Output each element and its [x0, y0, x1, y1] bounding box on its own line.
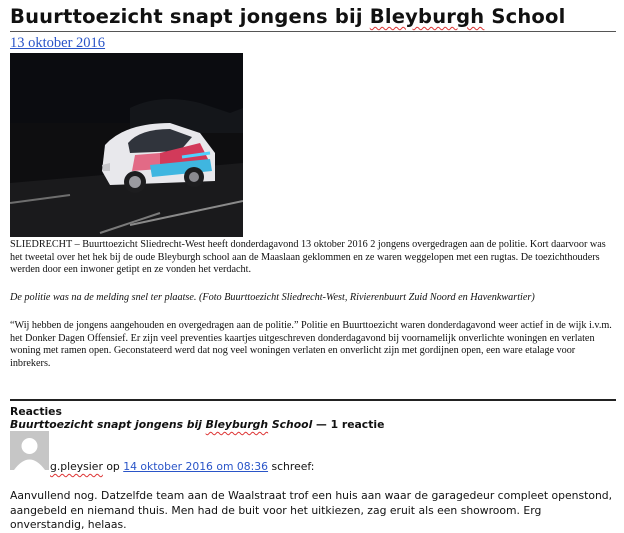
article-date-link[interactable]: 13 oktober 2016: [10, 35, 106, 51]
comments-count: — 1 reactie: [312, 418, 385, 431]
comments-title-text-end: School: [268, 418, 313, 431]
byline-schreef: schreef:: [268, 460, 315, 473]
article-photo: [10, 53, 243, 237]
comment-date-link[interactable]: 14 oktober 2016 om 08:36: [123, 460, 269, 473]
comments-title-place: Bleyburgh: [205, 418, 269, 431]
byline-op: op: [102, 460, 124, 473]
comment-text: Aanvullend nog. Datzelfde team aan de Waalstraat trof een huis aan waar de garagedeur compleet openstond, aangebeld en niemand thuis. Men had de buit voor het uitkiezen, zag eruit als een showroom. Erg onverstandig, helaas.: [10, 489, 613, 531]
comment-byline: [50, 460, 314, 473]
comments-title: [10, 418, 384, 431]
section-divider: [10, 399, 616, 401]
article-paragraph-2: “Wij hebben de jongens aangehouden en overgedragen aan de politie.” Politie en Buurttoezicht waren donderdagavond weer actief in de wijk i.v.m. het Donker Dagen Offensief. Er zijn veel preventies kaartjes uitgeschreven donderdagavond bij voornamelijk onverlichte woningen en verlaten woning met ramen open. Geconstateerd werd dat nog veel woningen verlaten en onverlicht zijn met gordijnen open, een ware etalage voor inbrekers.: [10, 320, 612, 370]
comment-author: g.pleysier: [50, 460, 103, 473]
police-car-photo: [10, 53, 243, 237]
photo-caption: De politie was na de melding snel ter plaatse. (Foto Buurttoezicht Sliedrecht-West, Rivierenbuurt Zuid Noord en Havenkwartier): [10, 292, 535, 303]
title-place: Bleyburgh: [369, 5, 485, 28]
article-title: [10, 5, 566, 28]
title-text: Buurttoezicht snapt jongens bij: [10, 5, 370, 28]
comments-title-text: Buurttoezicht snapt jongens bij: [10, 418, 206, 431]
title-divider: [10, 31, 616, 32]
avatar: [10, 431, 49, 470]
title-text-end: School: [484, 5, 566, 28]
article-paragraph-1: SLIEDRECHT – Buurttoezicht Sliedrecht-West heeft donderdagavond 13 oktober 2016 2 jongens overgedragen aan de politie. Kort daarvoor was het tweetal over het hek bij de oude Bleyburgh school aan de Maaslaan geklommen en ze waren weggelopen met een rugtas. De toezichthouders werden door een inwoner getipt en ze vonden het verdacht.: [10, 239, 606, 276]
user-avatar-icon: [10, 431, 49, 470]
comments-heading: Reacties: [10, 405, 62, 418]
